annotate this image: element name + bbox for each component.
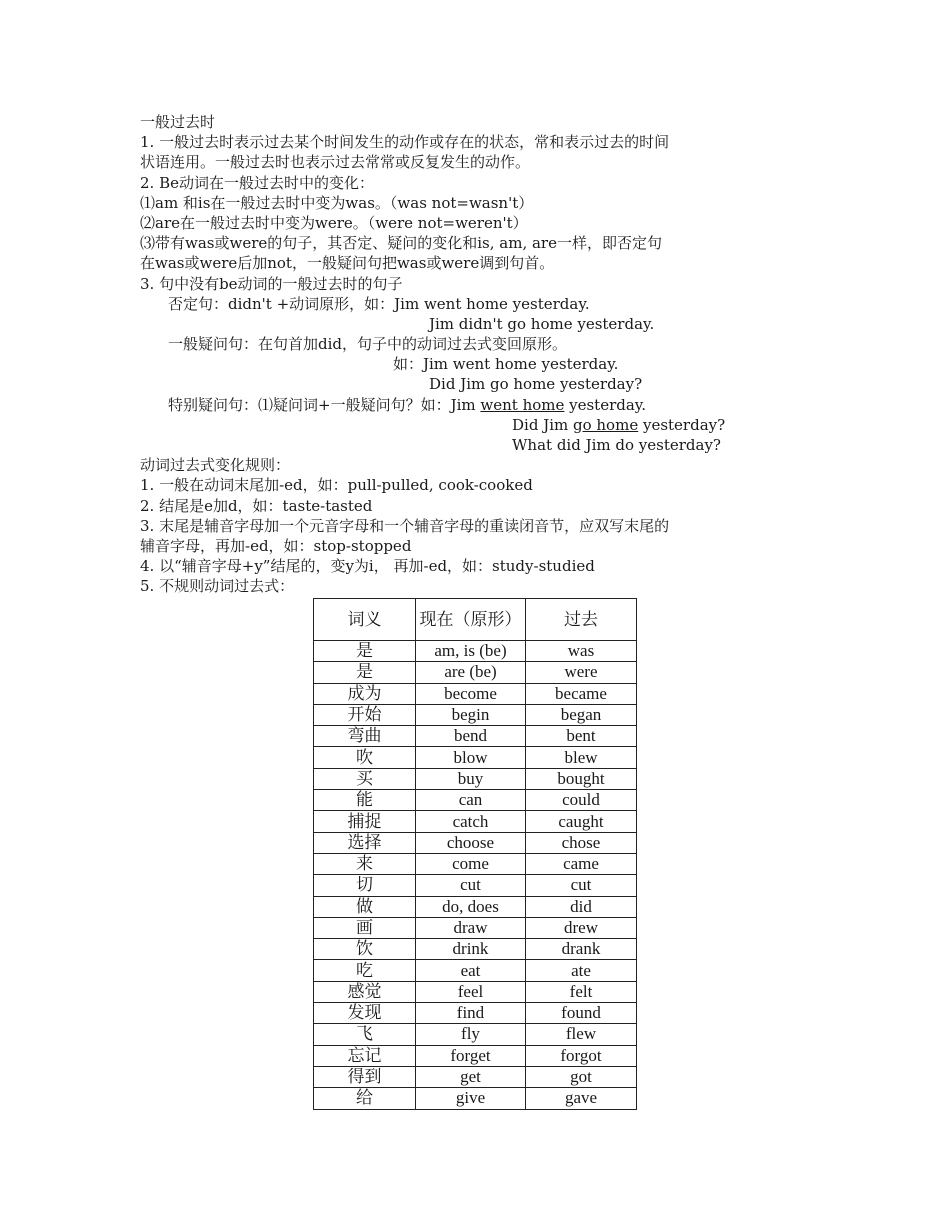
cell-past: drank: [526, 939, 637, 960]
wh-example-2-pre: Did Jim: [512, 415, 573, 434]
cell-present: fly: [416, 1024, 526, 1045]
cell-present: choose: [416, 832, 526, 853]
wh-example-1-underlined: went home: [480, 395, 565, 414]
cell-meaning: 开始: [314, 704, 416, 725]
cell-past: felt: [526, 981, 637, 1002]
negative-example: Jim didn't go home yesterday.: [429, 314, 655, 333]
table-row: [314, 1045, 637, 1066]
header-past: 过去: [526, 599, 637, 641]
para-2-item-3-line-2: 在was或were后加not，一般疑问句把was或were调到句首。: [140, 254, 555, 273]
header-meaning: 词义: [314, 599, 416, 641]
table-row: [314, 981, 637, 1002]
question-example-1: 如：Jim went home yesterday.: [393, 355, 619, 374]
question-example-2: Did Jim go home yesterday?: [429, 375, 643, 394]
header-present: 现在（原形）: [416, 599, 526, 641]
cell-present: become: [416, 683, 526, 704]
para-3-heading: 3. 句中没有be动词的一般过去时的句子: [140, 274, 403, 293]
table-row: [314, 662, 637, 683]
table-body: [314, 641, 637, 1110]
table-row: [314, 939, 637, 960]
irregular-verbs-table: [313, 598, 637, 1110]
table-row: [314, 768, 637, 789]
rule-3-line-1: 3. 末尾是辅音字母加一个元音字母和一个辅音字母的重读闭音节，应双写末尾的: [140, 516, 670, 535]
cell-meaning: 来: [314, 853, 416, 874]
cell-meaning: 饮: [314, 939, 416, 960]
cell-past: ate: [526, 960, 637, 981]
rule-1: 1. 一般在动词末尾加-ed，如：pull-pulled, cook-cooked: [140, 476, 533, 495]
table-row: [314, 790, 637, 811]
table-row: [314, 896, 637, 917]
table-row: [314, 917, 637, 938]
cell-meaning: 成为: [314, 683, 416, 704]
cell-present: eat: [416, 960, 526, 981]
negative-rule: 否定句：didn't +动词原形，如：Jim went home yesterday.: [168, 294, 590, 313]
cell-past: forgot: [526, 1045, 637, 1066]
para-1-line-1: 1. 一般过去时表示过去某个时间发生的动作或存在的状态，常和表示过去的时间: [140, 133, 670, 152]
cell-past: flew: [526, 1024, 637, 1045]
cell-present: find: [416, 1003, 526, 1024]
cell-meaning: 买: [314, 768, 416, 789]
cell-meaning: 感觉: [314, 981, 416, 1002]
cell-present: am, is (be): [416, 641, 526, 662]
cell-present: come: [416, 853, 526, 874]
cell-meaning: 弯曲: [314, 726, 416, 747]
doc-title: 一般过去时: [140, 113, 216, 131]
wh-example-2-underlined: go home: [573, 415, 639, 434]
table-row: [314, 704, 637, 725]
cell-present: do, does: [416, 896, 526, 917]
table-row: [314, 683, 637, 704]
cell-past: found: [526, 1003, 637, 1024]
document-body: [140, 112, 820, 597]
cell-meaning: 发现: [314, 1003, 416, 1024]
cell-past: came: [526, 853, 637, 874]
wh-example-3: What did Jim do yesterday?: [512, 436, 721, 454]
rules-title: 动词过去式变化规则：: [140, 456, 291, 475]
cell-meaning: 捕捉: [314, 811, 416, 832]
wh-question-label: 特别疑问句：⑴疑问词+一般疑问句？如：: [168, 395, 451, 414]
cell-present: bend: [416, 726, 526, 747]
cell-meaning: 吃: [314, 960, 416, 981]
table-row: [314, 1024, 637, 1045]
cell-meaning: 做: [314, 896, 416, 917]
cell-meaning: 切: [314, 875, 416, 896]
cell-past: could: [526, 790, 637, 811]
cell-past: chose: [526, 832, 637, 853]
table-row: [314, 1066, 637, 1087]
rule-4: 4. 以“辅音字母+y”结尾的，变y为i， 再加-ed，如：study-studied: [140, 557, 595, 576]
table-row: [314, 875, 637, 896]
cell-meaning: 得到: [314, 1066, 416, 1087]
cell-past: blew: [526, 747, 637, 768]
table-row: [314, 832, 637, 853]
cell-past: was: [526, 641, 637, 662]
cell-present: feel: [416, 981, 526, 1002]
para-2-item-1: ⑴am 和is在一般过去时中变为was。（was not=wasn't）: [140, 193, 534, 212]
cell-past: bought: [526, 768, 637, 789]
table-row: [314, 641, 637, 662]
cell-past: cut: [526, 875, 637, 896]
cell-past: did: [526, 896, 637, 917]
cell-meaning: 给: [314, 1088, 416, 1109]
cell-meaning: 吹: [314, 747, 416, 768]
cell-meaning: 能: [314, 790, 416, 811]
cell-past: drew: [526, 917, 637, 938]
table-row: [314, 811, 637, 832]
cell-meaning: 是: [314, 641, 416, 662]
cell-present: are (be): [416, 662, 526, 683]
wh-example-2-post: yesterday?: [638, 415, 726, 434]
cell-past: were: [526, 662, 637, 683]
wh-question-rule: [140, 395, 820, 415]
rule-5: 5. 不规则动词过去式：: [140, 577, 295, 596]
table-row: [314, 1088, 637, 1109]
table-row: [314, 726, 637, 747]
cell-present: give: [416, 1088, 526, 1109]
table-header-row: [314, 599, 637, 641]
cell-present: begin: [416, 704, 526, 725]
wh-example-2: [140, 415, 820, 435]
cell-meaning: 忘记: [314, 1045, 416, 1066]
cell-past: became: [526, 683, 637, 704]
cell-past: began: [526, 704, 637, 725]
wh-example-1-pre: Jim: [450, 395, 481, 414]
para-2-item-2: ⑵are在一般过去时中变为were。（were not=weren't）: [140, 213, 528, 232]
question-rule: 一般疑问句：在句首加did，句子中的动词过去式变回原形。: [168, 335, 568, 354]
cell-past: gave: [526, 1088, 637, 1109]
para-1-line-2: 状语连用。一般过去时也表示过去常常或反复发生的动作。: [140, 153, 531, 172]
table-row: [314, 853, 637, 874]
wh-example-1-post: yesterday.: [564, 395, 647, 414]
cell-present: catch: [416, 811, 526, 832]
cell-present: forget: [416, 1045, 526, 1066]
cell-present: buy: [416, 768, 526, 789]
cell-present: can: [416, 790, 526, 811]
cell-meaning: 飞: [314, 1024, 416, 1045]
cell-past: bent: [526, 726, 637, 747]
cell-meaning: 是: [314, 662, 416, 683]
para-2-heading: 2. Be动词在一般过去时中的变化：: [140, 173, 374, 192]
para-2-item-3-line-1: ⑶带有was或were的句子，其否定、疑问的变化和is, am, are一样，即否定句: [140, 234, 662, 253]
cell-present: drink: [416, 939, 526, 960]
cell-present: draw: [416, 917, 526, 938]
cell-past: caught: [526, 811, 637, 832]
cell-past: got: [526, 1066, 637, 1087]
cell-present: blow: [416, 747, 526, 768]
cell-meaning: 画: [314, 917, 416, 938]
cell-meaning: 选择: [314, 832, 416, 853]
table-row: [314, 1003, 637, 1024]
rule-3-line-2: 辅音字母，再加-ed，如：stop-stopped: [140, 536, 412, 555]
table-row: [314, 960, 637, 981]
cell-present: get: [416, 1066, 526, 1087]
cell-present: cut: [416, 875, 526, 896]
rule-2: 2. 结尾是e加d，如：taste-tasted: [140, 496, 373, 515]
table-row: [314, 747, 637, 768]
